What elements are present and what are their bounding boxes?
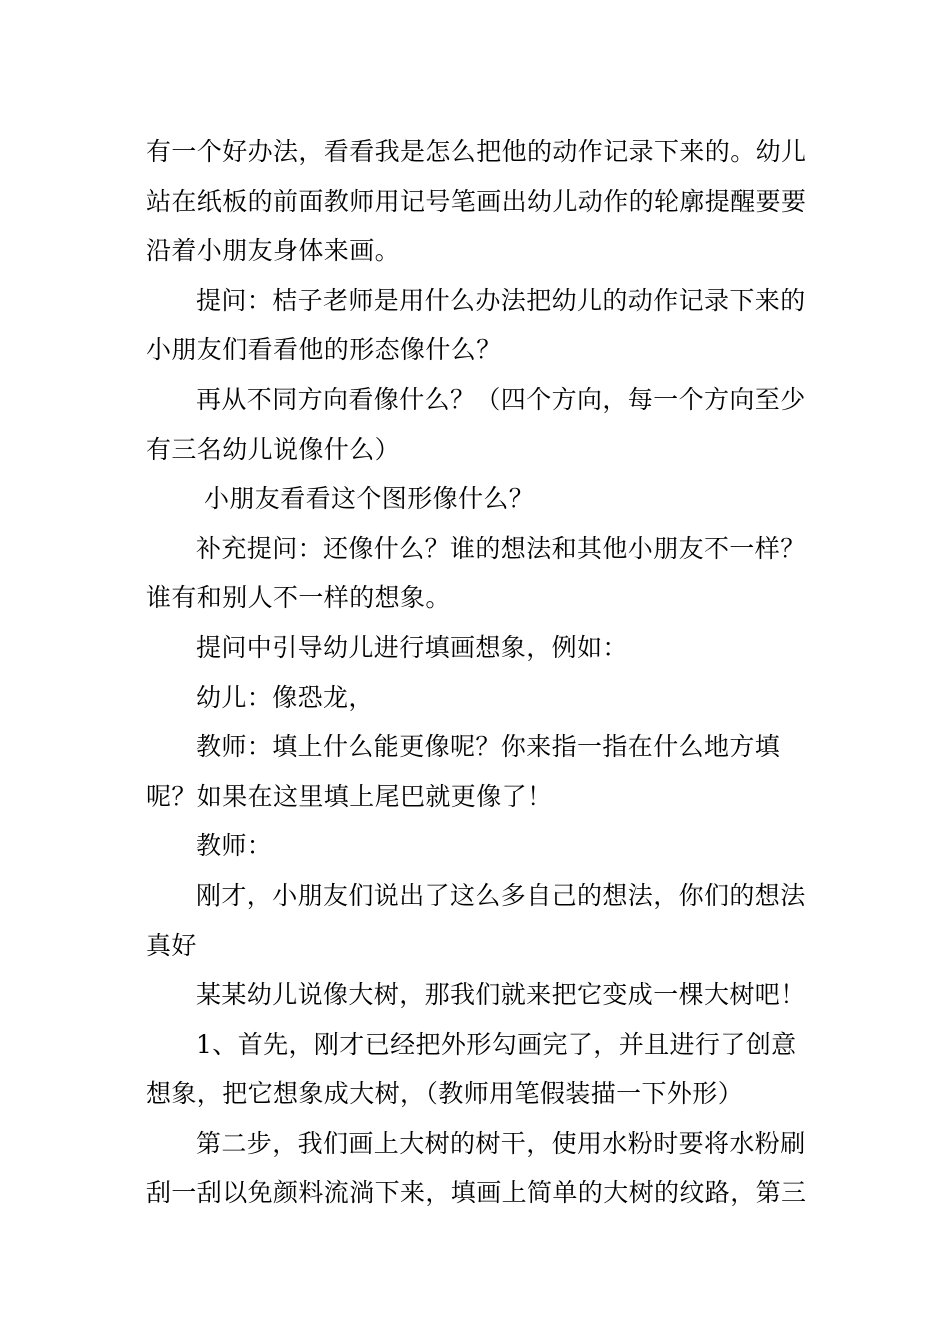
paragraph-1: 有一个好办法，看看我是怎么把他的动作记录下来的。幼儿站在纸板的前面教师用记号笔画出幼儿动作的轮廓提醒要要沿着小朋友身体来画。	[146, 137, 807, 266]
paragraph-4: 小朋友看看这个图形像什么？	[204, 484, 535, 514]
paragraph-13: 第二步，我们画上大树的树干，使用水粉时要将水粉刷刮一刮以免颜料流淌下来，填画上简单的大树的纹路，第三	[146, 1128, 807, 1208]
paragraph-12: 1、首先，刚才已经把外形勾画完了，并且进行了创意想象，把它想象成大树，（教师用笔假装描一下外形）	[146, 1029, 797, 1109]
paragraph-8: 教师：填上什么能更像呢？你来指一指在什么地方填呢？如果在这里填上尾巴就更像了！	[146, 732, 781, 811]
paragraph-2: 提问：桔子老师是用什么办法把幼儿的动作记录下来的小朋友们看看他的形态像什么？	[146, 285, 806, 365]
paragraph-7: 幼儿：像恐龙，	[196, 682, 374, 712]
paragraph-3: 再从不同方向看像什么？（四个方向，每一个方向至少有三名幼儿说像什么）	[146, 384, 806, 464]
document-page	[146, 127, 810, 1218]
paragraph-11: 某某幼儿说像大树，那我们就来把它变成一棵大树吧！	[196, 980, 806, 1010]
paragraph-5: 补充提问：还像什么？谁的想法和其他小朋友不一样？谁有和别人不一样的想象。	[146, 533, 806, 613]
paragraph-10: 刚才，小朋友们说出了这么多自己的想法，你们的想法真好	[146, 880, 806, 960]
paragraph-9: 教师：	[196, 831, 273, 861]
paragraph-6: 提问中引导幼儿进行填画想象，例如：	[196, 632, 628, 662]
